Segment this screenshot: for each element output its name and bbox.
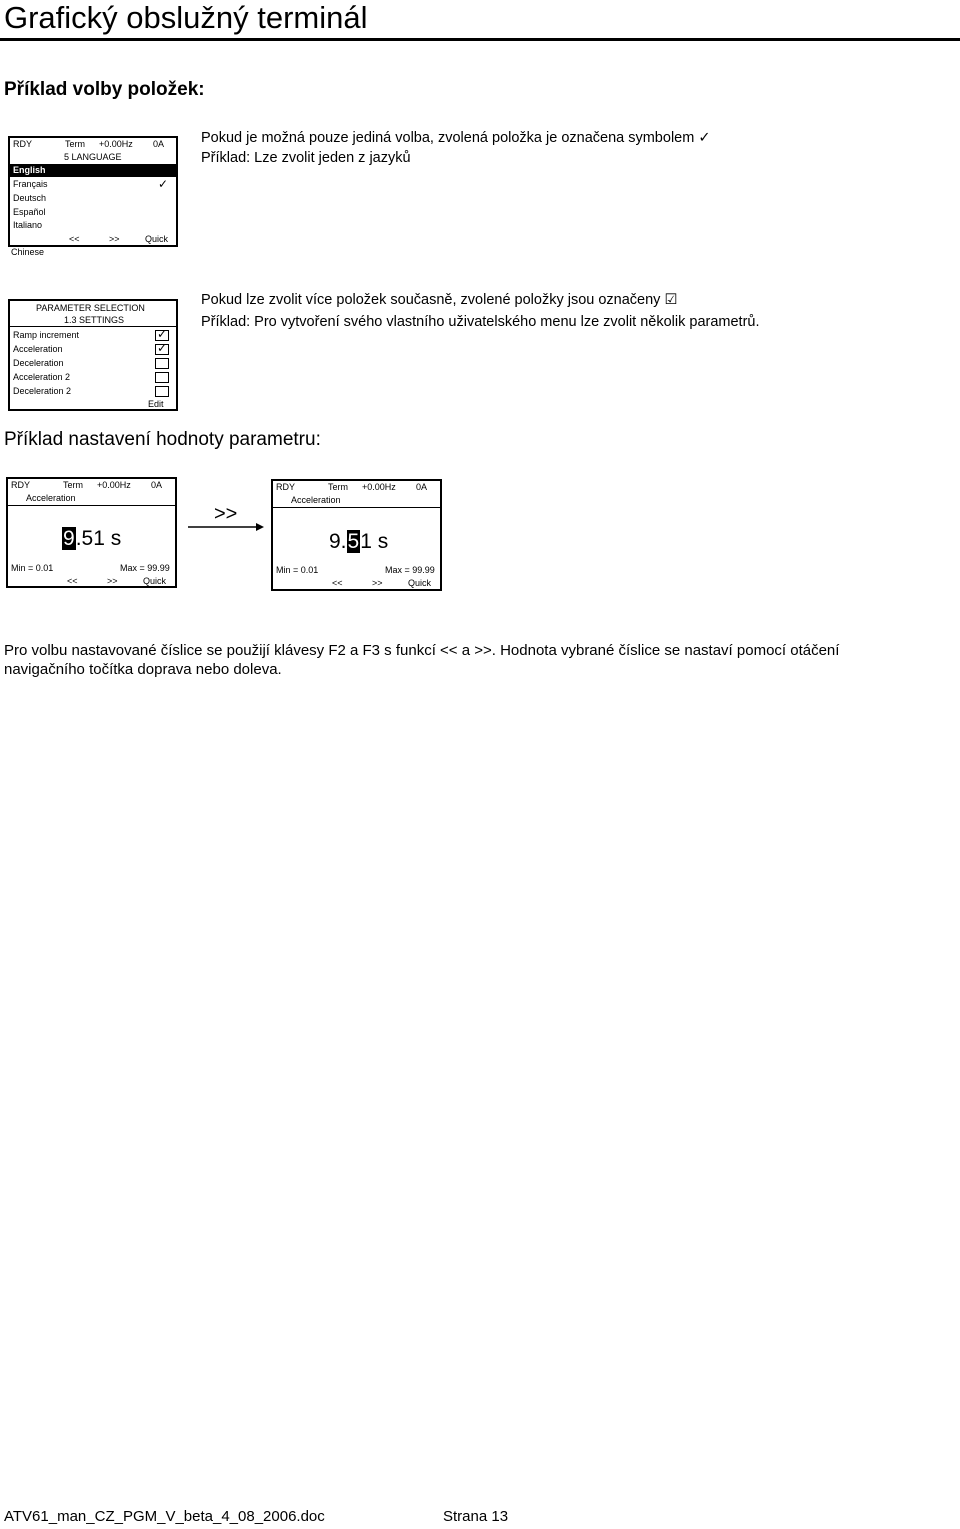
single-select-example: Příklad: Lze zvolit jeden z jazyků <box>201 150 411 166</box>
lcd-footer-bar <box>11 575 172 588</box>
lcd-status-term: Term <box>328 482 348 492</box>
lcd-value-selected-digit[interactable]: 9 <box>63 527 75 550</box>
lcd-param-item[interactable]: Acceleration 2 <box>13 372 71 382</box>
lcd-status-bar <box>276 481 437 494</box>
lcd-footer-edit[interactable]: Edit <box>148 399 164 409</box>
lcd-status-rdy: RDY <box>276 482 296 492</box>
single-select-text: Pokud je možná pouze jediná volba, zvolená položka je označena symbolem ✓ <box>201 130 711 146</box>
lcd-language-item-selected[interactable]: English <box>10 164 176 177</box>
arrow-label: >> <box>214 503 238 525</box>
lcd-status-bar <box>11 479 172 492</box>
lcd-language-item[interactable]: Español <box>13 207 46 217</box>
lcd-divider <box>10 326 176 327</box>
footer-document-name: ATV61_man_CZ_PGM_V_beta_4_08_2006.doc <box>4 1508 325 1525</box>
lcd-footer-bar <box>276 577 437 590</box>
section-heading-selection: Příklad volby položek: <box>4 79 205 100</box>
lcd-param-name: Acceleration <box>26 493 76 503</box>
lcd-footer-quick[interactable]: Quick <box>143 576 167 586</box>
lcd-menu-title: 5 LANGUAGE <box>64 152 122 162</box>
lcd-language-screen <box>8 136 178 247</box>
lcd-status-current: 0A <box>416 482 428 492</box>
value-description-line2: navigačního točítka doprava nebo doleva. <box>4 661 282 678</box>
lcd-param-item[interactable]: Ramp increment <box>13 330 80 340</box>
lcd-value-min: Min = 0.01 <box>11 563 54 573</box>
check-icon: ✓ <box>157 177 168 191</box>
lcd-status-freq: +0.00Hz <box>99 139 133 149</box>
lcd-value-screen-after <box>271 479 442 591</box>
lcd-language-item[interactable]: Français <box>13 179 48 189</box>
lcd-status-bar <box>13 138 173 151</box>
lcd-footer-quick[interactable]: Quick <box>408 578 432 588</box>
multi-select-example: Příklad: Pro vytvoření svého vlastního uživatelského menu lze zvolit několik parametrů. <box>201 314 760 330</box>
check-icon: ✓ <box>157 341 168 355</box>
lcd-status-current: 0A <box>151 480 163 490</box>
multi-select-text: Pokud lze zvolit více položek současně, zvolené položky jsou označeny ☑ <box>201 292 678 308</box>
lcd-footer-right[interactable]: >> <box>107 576 118 586</box>
lcd-footer-right[interactable]: >> <box>372 578 383 588</box>
lcd-parameter-screen <box>8 299 178 411</box>
lcd-value-rest: 1 s <box>360 530 389 553</box>
lcd-footer-left[interactable]: << <box>332 578 343 588</box>
page-title: Grafický obslužný terminál <box>4 0 368 35</box>
lcd-footer-right[interactable]: >> <box>109 234 120 244</box>
lcd-value-min: Min = 0.01 <box>276 565 319 575</box>
lcd-status-rdy: RDY <box>13 139 33 149</box>
lcd-divider <box>273 507 440 508</box>
lcd-status-term: Term <box>65 139 85 149</box>
lcd-value-selected-digit[interactable]: 5 <box>347 530 360 553</box>
right-arrow-icon <box>186 520 266 534</box>
lcd-param-subheader: 1.3 SETTINGS <box>64 315 125 325</box>
lcd-value-screen-before <box>6 477 177 588</box>
checkbox-checked[interactable] <box>155 341 169 355</box>
lcd-footer-left[interactable]: << <box>69 234 80 244</box>
title-divider <box>0 38 960 41</box>
check-icon: ✓ <box>157 327 168 341</box>
value-description-line1: Pro volbu nastavované číslice se použijí klávesy F2 a F3 s funkcí << a >>. Hodnota vybrané číslice se nastaví pomocí otáčení <box>4 642 840 659</box>
checkbox-unchecked[interactable] <box>155 358 169 369</box>
lcd-value-max: Max = 99.99 <box>385 565 435 575</box>
lcd-param-name: Acceleration <box>291 495 341 505</box>
lcd-status-freq: +0.00Hz <box>97 480 131 490</box>
section-heading-value: Příklad nastavení hodnoty parametru: <box>4 429 321 450</box>
lcd-param-item[interactable]: Acceleration <box>13 344 63 354</box>
lcd-footer-left[interactable]: << <box>67 576 78 586</box>
checkbox-checked[interactable] <box>155 327 169 341</box>
lcd-value-display[interactable] <box>329 530 388 554</box>
lcd-footer-quick[interactable]: Quick <box>145 234 169 244</box>
lcd-status-rdy: RDY <box>11 480 31 490</box>
checkbox-unchecked[interactable] <box>155 386 169 397</box>
lcd-param-item[interactable]: Deceleration 2 <box>13 386 72 396</box>
lcd-value-max: Max = 99.99 <box>120 563 170 573</box>
footer-page-number: Strana 13 <box>443 1508 509 1525</box>
lcd-status-term: Term <box>63 480 83 490</box>
lcd-footer-bar <box>13 233 173 246</box>
lcd-status-current: 0A <box>153 139 165 149</box>
lcd-status-freq: +0.00Hz <box>362 482 396 492</box>
lcd-value-display[interactable] <box>62 527 121 551</box>
lcd-language-item[interactable]: Deutsch <box>13 193 47 203</box>
lcd-param-header: PARAMETER SELECTION <box>36 303 145 313</box>
lcd-language-below-item: Chinese <box>11 247 45 257</box>
lcd-divider <box>8 505 175 506</box>
lcd-language-item[interactable]: Italiano <box>13 220 43 230</box>
lcd-param-item[interactable]: Deceleration <box>13 358 64 368</box>
lcd-value-rest: .51 s <box>75 527 122 550</box>
lcd-value-prefix: 9. <box>329 530 347 553</box>
checkbox-unchecked[interactable] <box>155 372 169 383</box>
